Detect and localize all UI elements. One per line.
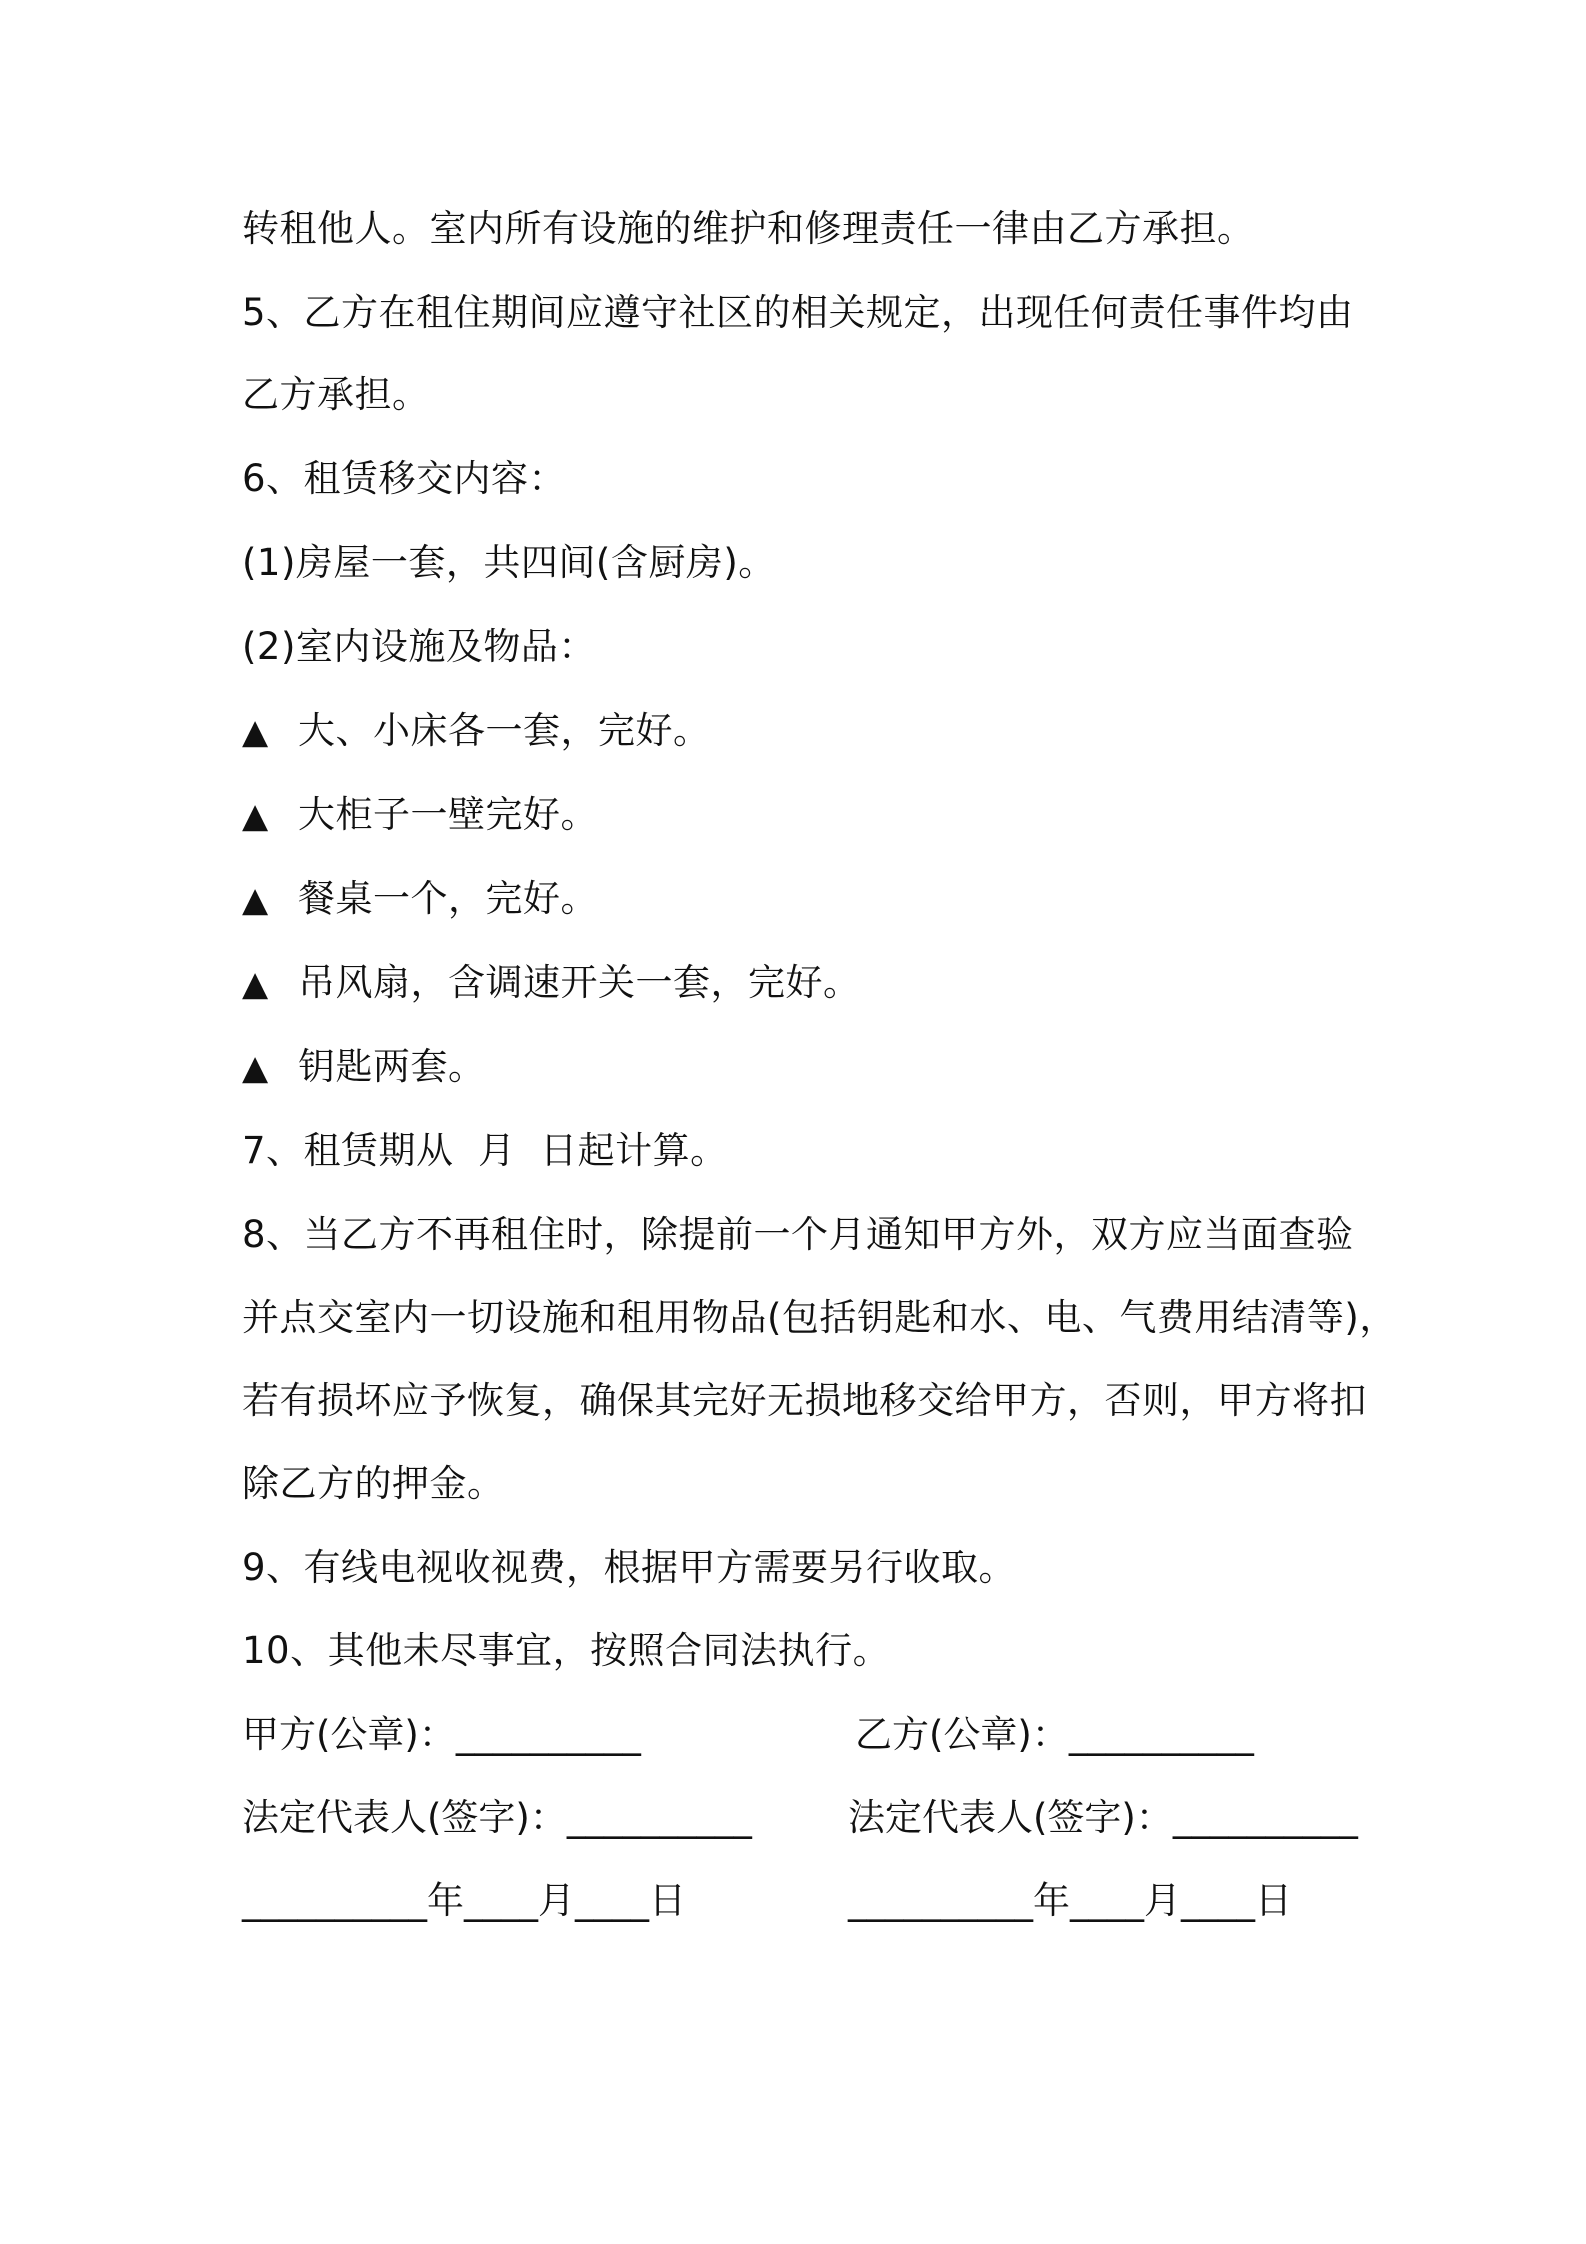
paragraph-line: 8、当乙方不再租住时，除提前一个月通知甲方外，双方应当面查验 [242,1213,1354,1256]
paragraph-line: 7、租赁期从 月 日起计算。 [242,1129,728,1172]
paragraph-line: (1)房屋一套，共四间(含厨房)。 [242,541,776,584]
paragraph-line: 5、乙方在租住期间应遵守社区的相关规定，出现任何责任事件均由 [242,291,1354,334]
bullet-item [242,958,861,1009]
triangle-bullet-icon: ▲ [242,796,269,836]
date-line-b: __________年____月____日 [848,1879,1292,1922]
paragraph-line: 10、其他未尽事宜，按照合同法执行。 [242,1629,891,1672]
paragraph-line: 并点交室内一切设施和租用物品(包括钥匙和水、电、气费用结清等)， [242,1296,1397,1339]
paragraph-line: 除乙方的押金。 [242,1462,505,1505]
paragraph-line: (2)室内设施及物品： [242,625,596,668]
legal-representative-a: 法定代表人(签字)：__________ [242,1796,752,1839]
bullet-item [242,1042,486,1093]
paragraph-line: 若有损坏应予恢复，确保其完好无损地移交给甲方，否则，甲方将扣 [242,1379,1367,1422]
bullet-text: 吊风扇，含调速开关一套，完好。 [298,961,861,1004]
bullet-item [242,790,598,841]
paragraph-line: 9、有线电视收视费，根据甲方需要另行收取。 [242,1546,1017,1589]
party-b-seal: 乙方(公章)：__________ [855,1713,1254,1756]
paragraph-line: 乙方承担。 [242,373,430,416]
bullet-item [242,706,711,757]
party-a-seal: 甲方(公章)：__________ [242,1713,641,1756]
date-line-a: __________年____月____日 [242,1879,686,1922]
bullet-item [242,874,598,925]
triangle-bullet-icon: ▲ [242,964,269,1004]
bullet-text: 餐桌一个，完好。 [298,877,598,920]
triangle-bullet-icon: ▲ [242,880,269,920]
bullet-text: 大柜子一壁完好。 [298,793,598,836]
triangle-bullet-icon: ▲ [242,712,269,752]
paragraph-line: 6、租赁移交内容： [242,457,567,500]
bullet-text: 钥匙两套。 [298,1045,486,1088]
legal-representative-b: 法定代表人(签字)：__________ [848,1796,1358,1839]
paragraph-line: 转租他人。室内所有设施的维护和修理责任一律由乙方承担。 [242,207,1255,250]
triangle-bullet-icon: ▲ [242,1048,269,1088]
bullet-text: 大、小床各一套，完好。 [298,709,711,752]
